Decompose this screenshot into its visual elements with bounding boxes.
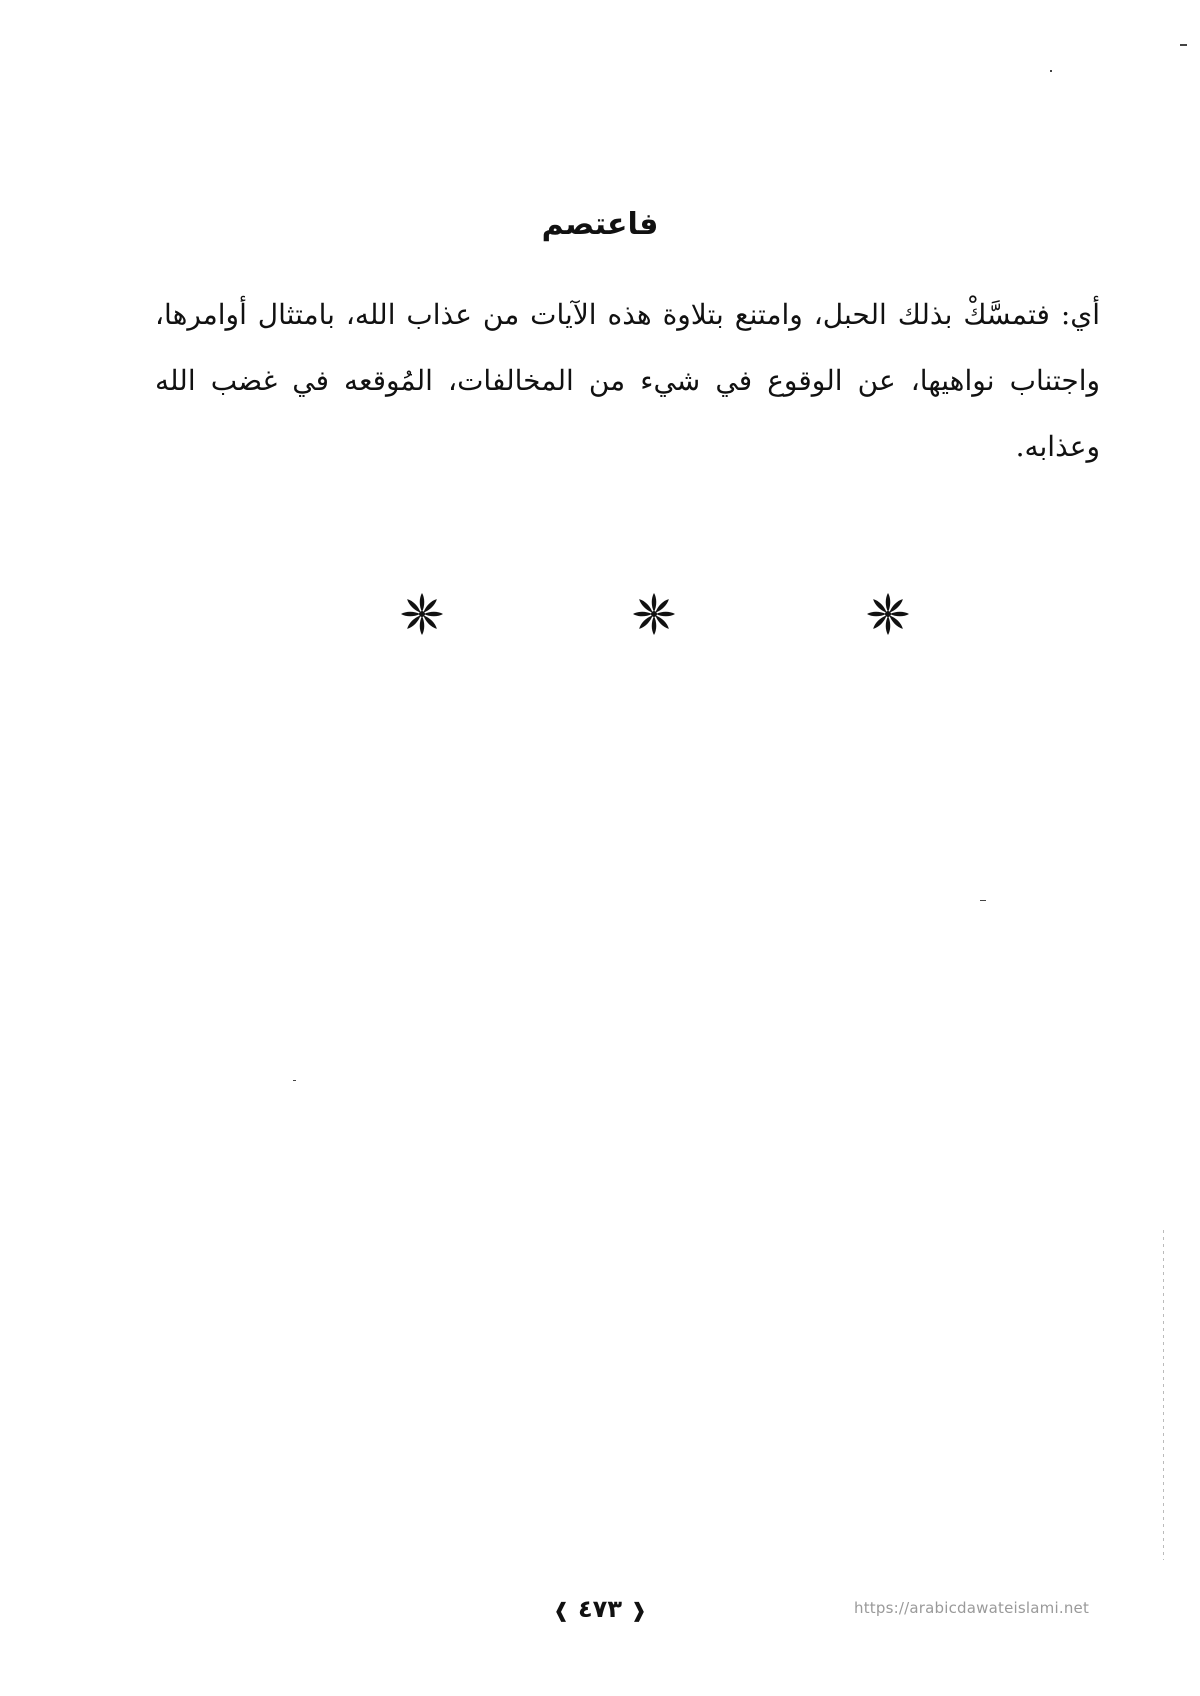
watermark-url: https://arabicdawateislami.net [854, 1599, 1090, 1617]
ornament-brace-icon: ❱ [630, 1598, 648, 1622]
asterisk-flower-icon [864, 590, 912, 638]
asterisk-flower-icon [398, 590, 446, 638]
scan-speck [980, 900, 986, 901]
scan-speck [1050, 70, 1052, 72]
scan-edge-line [1163, 1230, 1164, 1560]
page-number-value: ٤٧٣ [578, 1595, 622, 1623]
section-separator [0, 590, 1200, 640]
asterisk-flower-icon [630, 590, 678, 638]
commentary-paragraph: أي: فتمسَّكْ بذلك الحبل، وامتنع بتلاوة هذه الآيات من عذاب الله، بامتثال أوامرها، واجتناب نواهيها، عن الوقوع في شيء من المخالفات، المُوقعه في غضب الله وعذابه. [155, 298, 1100, 463]
section-heading: فاعتصم [541, 207, 659, 242]
scan-speck [1180, 44, 1187, 46]
ornament-brace-icon: ❰ [552, 1598, 570, 1622]
scan-speck [293, 1080, 296, 1081]
